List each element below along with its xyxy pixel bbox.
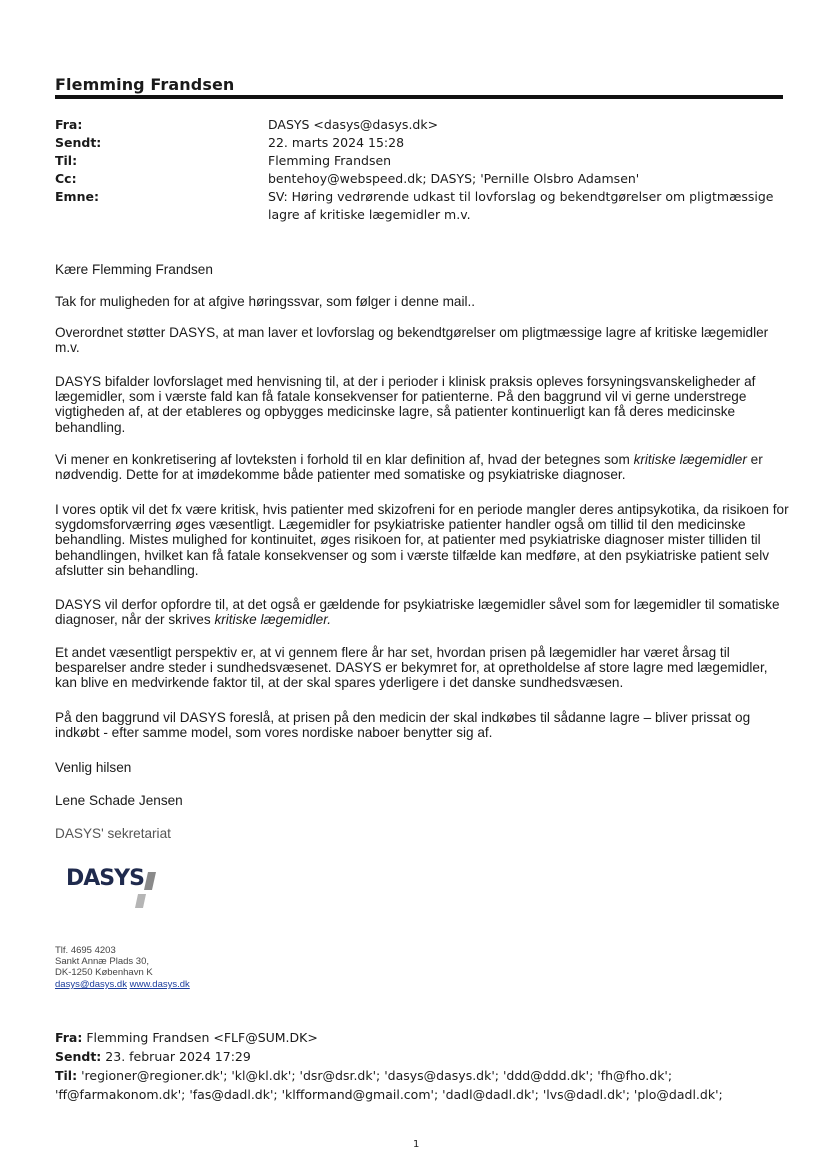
dasys-logo <box>62 864 162 912</box>
contact-city: DK-1250 København K <box>55 967 153 978</box>
sent-label: Sendt: <box>55 135 102 150</box>
forwarded-sent-value: 23. februar 2024 17:29 <box>105 1049 251 1064</box>
header-rule <box>55 95 783 99</box>
sender-name: Flemming Frandsen <box>55 75 235 94</box>
paragraph-7: Et andet væsentligt perspektiv er, at vi gennem flere år har set, hvordan prisen på lægemidler har været årsag til besparelser andre steder i sundhedsvæsenet. DASYS er bekymret for, at opretholdelse af store lagre med lægemidler, kan blive en medvirkende faktor til, at der skal spares yderligere i det danske sundhedsvæsen. <box>55 645 768 691</box>
from-value: DASYS <dasys@dasys.dk> <box>268 117 439 132</box>
paragraph-4-text-b: er nødvendig. Dette for at imødekomme både patienter med somatiske og psykiatriske diagnoser. <box>55 452 763 483</box>
paragraph-4 <box>55 452 790 482</box>
forwarded-to-continued: 'ff@farmakonom.dk'; 'fas@dadl.dk'; 'klfformand@gmail.com'; 'dadl@dadl.dk'; 'lvs@dadl.dk'; 'plo@dadl.dk'; <box>55 1087 723 1102</box>
paragraph-6-italic: kritiske lægemidler. <box>214 612 332 628</box>
organization-name: DASYS' sekretariat <box>55 826 171 841</box>
logo-text: DASYS <box>66 866 144 891</box>
contact-phone: Tlf. 4695 4203 <box>55 945 116 956</box>
forwarded-from-label: Fra: <box>55 1030 83 1045</box>
greeting: Kære Flemming Frandsen <box>55 262 213 277</box>
paragraph-1: Tak for muligheden for at afgive høringssvar, som følger i denne mail.. <box>55 294 476 309</box>
paragraph-8: På den baggrund vil DASYS foreslå, at prisen på den medicin der skal indkøbes til sådanne lagre – bliver prissat og indkøbt - efter samme model, som vores nordiske naboer benytter sig af. <box>55 710 751 741</box>
sent-value: 22. marts 2024 15:28 <box>268 135 405 150</box>
contact-street: Sankt Annæ Plads 30, <box>55 956 150 967</box>
from-label: Fra: <box>55 117 83 132</box>
subject-value: SV: Høring vedrørende udkast til lovforslag og bekendtgørelser om pligtmæssige lagre af kritiske lægemidler m.v. <box>268 189 774 222</box>
page-number: 1 <box>413 1139 420 1150</box>
forwarded-to <box>55 1067 795 1085</box>
to-label: Til: <box>55 153 78 168</box>
to-value: Flemming Frandsen <box>268 153 392 168</box>
logo-slashes-icon <box>62 864 162 912</box>
paragraph-6-text-a: DASYS vil derfor opfordre til, at det også er gældende for psykiatriske lægemidler såvel som for lægemidler til somatiske diagnoser, når der skrives <box>55 597 780 628</box>
paragraph-2: Overordnet støtter DASYS, at man laver et lovforslag og bekendtgørelser om pligtmæssige lagre af kritiske lægemidler m.v. <box>55 325 769 356</box>
forwarded-from-value: Flemming Frandsen <FLF@SUM.DK> <box>86 1030 318 1045</box>
forwarded-from <box>55 1029 795 1047</box>
forwarded-to-label: Til: <box>55 1068 78 1083</box>
cc-value: bentehoy@webspeed.dk; DASYS; 'Pernille Olsbro Adamsen' <box>268 171 640 186</box>
website-link[interactable]: www.dasys.dk <box>129 979 190 990</box>
forwarded-sent <box>55 1048 795 1066</box>
paragraph-4-text-a: Vi mener en konkretisering af lovteksten i forhold til en klar definition af, hvad der betegnes som <box>55 452 634 467</box>
email-link[interactable]: dasys@dasys.dk <box>55 979 127 990</box>
closing: Venlig hilsen <box>55 760 132 775</box>
contact-links <box>55 979 190 990</box>
paragraph-4-italic: kritiske lægemidler <box>633 452 747 467</box>
forwarded-to-value-line1: 'regioner@regioner.dk'; 'kl@kl.dk'; 'dsr@dsr.dk'; 'dasys@dasys.dk'; 'ddd@ddd.dk'; 'fh@fho.dk'; <box>81 1068 673 1083</box>
cc-label: Cc: <box>55 171 77 186</box>
paragraph-3: DASYS bifalder lovforslaget med henvisning til, at der i perioder i klinisk praksis opleves forsyningsvanskeligheder af lægemidler, som i værste fald kan få fatale konsekvenser for patienterne. På den baggrund vil vi gerne understrege vigtigheden af, at der etableres og opbygges medicinske lagre, så patienter kontinuerligt kan få deres medicinske behandling. <box>55 374 756 435</box>
forwarded-sent-label: Sendt: <box>55 1049 102 1064</box>
signer: Lene Schade Jensen <box>55 793 183 808</box>
subject-label: Emne: <box>55 189 99 204</box>
paragraph-6 <box>55 597 790 627</box>
paragraph-5: I vores optik vil det fx være kritisk, hvis patienter med skizofreni for en periode mangler deres antipsykotika, da risikoen for sygdomsforværring øges væsentligt. Lægemidler for psykiatriske patienter handler også om tillid til den medicinske behandling. Mistes mulighed for kontinuitet, øges risikoen for, at patienter med psykiatriske diagnoser mister tilliden til behandlingen, hvilket kan få fatale konsekvenser og som i værste tilfælde kan medføre, at den psykiatriske patient selv afslutter sin behandling. <box>55 502 789 578</box>
